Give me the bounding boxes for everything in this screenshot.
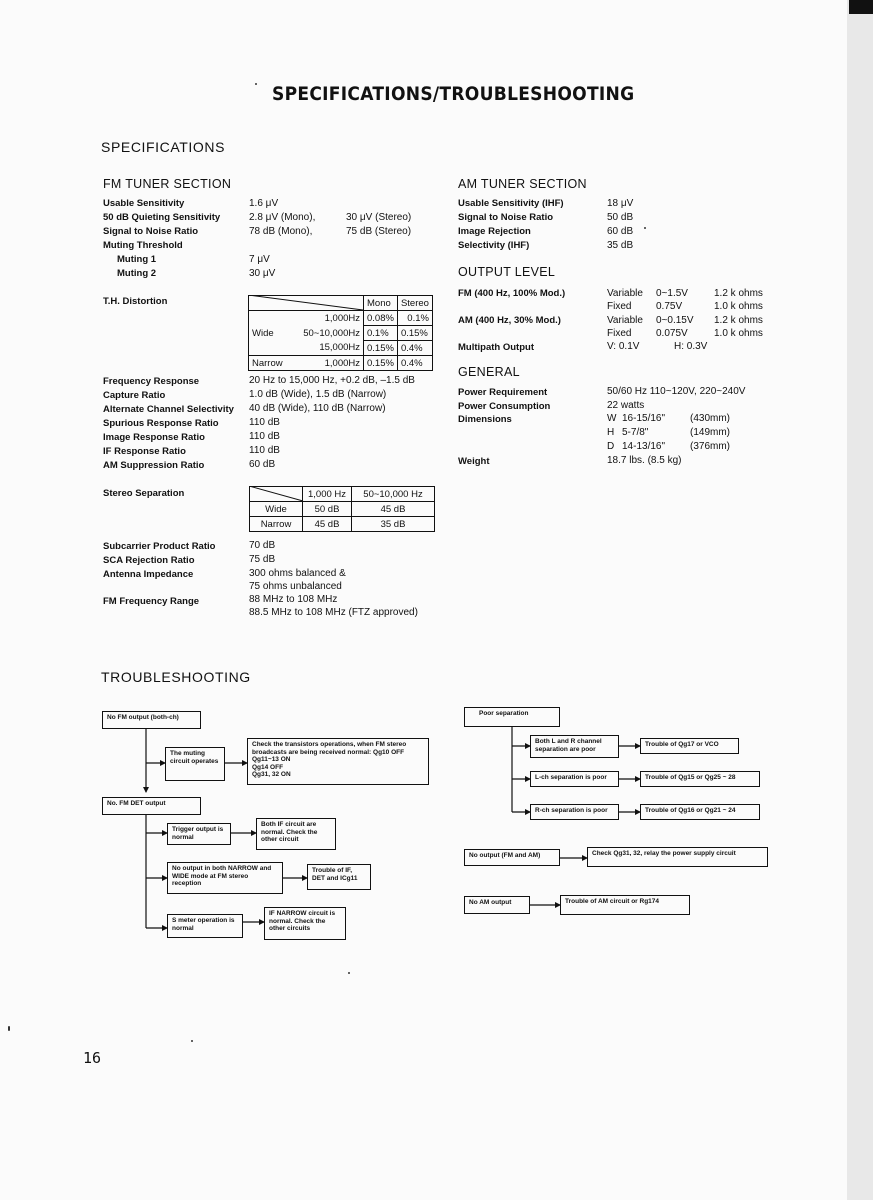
box-trouble-vco: Trouble of Qg17 or VCO xyxy=(640,738,739,754)
output-am-type-0: Variable xyxy=(607,315,643,326)
fm-image-label: Image Response Ratio xyxy=(103,432,205,443)
dim-mm-1: (149mm) xyxy=(690,427,731,438)
fm-snr-stereo: 75 dB (Stereo) xyxy=(346,226,412,237)
thd-wide-mono-2: 0.15% xyxy=(364,341,398,356)
fm-quieting-mono: 2.8 μV (Mono), xyxy=(249,212,316,223)
fm-freq-response-value: 20 Hz to 15,000 Hz, +0.2 dB, –1.5 dB xyxy=(249,375,415,386)
multipath-h: H: 0.3V xyxy=(674,341,708,352)
box-trouble-if-det: Trouble of IF, DET and ICg11 xyxy=(307,864,371,890)
thd-narrow-mono: 0.15% xyxy=(364,356,398,371)
page-number: 16 xyxy=(83,1049,102,1067)
output-am-level-1: 0.075V xyxy=(656,328,688,339)
specifications-heading: SPECIFICATIONS xyxy=(101,139,226,155)
fm-if-response-label: IF Response Ratio xyxy=(103,446,186,457)
dimensions-label: Dimensions xyxy=(458,414,512,425)
box-no-fm-output: No FM output (both-ch) xyxy=(102,711,201,729)
box-no-output-fm-am: No output (FM and AM) xyxy=(464,849,560,866)
power-cons-label: Power Consumption xyxy=(458,401,551,412)
dim-mm-0: (430mm) xyxy=(690,413,731,424)
fm-usable-sensitivity-label: Usable Sensitivity xyxy=(103,198,185,209)
fm-muting-threshold-label: Muting Threshold xyxy=(103,240,183,251)
box-no-output-narrow-wide: No output in both NARROW and WIDE mode at FM stereo reception xyxy=(167,862,283,894)
fm-capture-value: 1.0 dB (Wide), 1.5 dB (Narrow) xyxy=(249,389,387,400)
am-usable-value: 18 μV xyxy=(607,198,634,209)
fm-spurious-label: Spurious Response Ratio xyxy=(103,418,219,429)
box-s-meter-normal: S meter operation is normal xyxy=(167,914,243,938)
dim-inch-0: 16-15/16" xyxy=(622,413,666,424)
thd-wide-stereo-2: 0.4% xyxy=(397,341,432,356)
thd-wide-freq-1: 50~10,000Hz xyxy=(291,326,364,341)
output-level-heading: OUTPUT LEVEL xyxy=(458,265,556,279)
box-trigger-normal: Trigger output is normal xyxy=(167,823,231,845)
thd-narrow-stereo: 0.4% xyxy=(397,356,432,371)
fm-stereo-sep-label: Stereo Separation xyxy=(103,488,185,499)
multipath-v: V: 0.1V xyxy=(607,341,640,352)
output-fm-type-1: Fixed xyxy=(607,301,632,312)
fm-antenna-label: Antenna Impedance xyxy=(103,569,194,580)
output-am-type-1: Fixed xyxy=(607,328,632,339)
scan-speck xyxy=(348,972,350,974)
power-req-label: Power Requirement xyxy=(458,387,548,398)
weight-label: Weight xyxy=(458,456,490,467)
thd-wide-mono-1: 0.1% xyxy=(364,326,398,341)
fm-spurious-value: 110 dB xyxy=(249,417,280,428)
fm-freq-range-value1: 88 MHz to 108 MHz xyxy=(249,594,338,605)
weight-value: 18.7 lbs. (8.5 kg) xyxy=(607,455,682,466)
fm-antenna-value1: 300 ohms balanced & xyxy=(249,568,346,579)
box-check-power-supply: Check Qg31, 32, relay the power supply circuit xyxy=(587,847,768,867)
box-if-narrow-normal: IF NARROW circuit is normal. Check the other circuits xyxy=(264,907,346,940)
fm-if-response-value: 110 dB xyxy=(249,445,280,456)
output-fm-level-0: 0~1.5V xyxy=(656,288,688,299)
fm-capture-label: Capture Ratio xyxy=(103,390,166,401)
am-image-value: 60 dB xyxy=(607,226,634,237)
stereo-sep-col2: 50~10,000 Hz xyxy=(352,487,435,502)
scan-speck xyxy=(255,83,257,85)
fm-muting2-label: Muting 2 xyxy=(117,268,157,279)
fm-antenna-value2: 75 ohms unbalanced xyxy=(249,581,342,592)
dim-axis-0: W xyxy=(607,413,617,424)
box-check-transistors: Check the transistors operations, when FM stereo broadcasts are being received normal: Qg10 OFF Qg11~13 ON Qg14 OFF Qg31, 32 ON xyxy=(247,738,429,785)
fm-muting2-value: 30 μV xyxy=(249,268,276,279)
scan-speck xyxy=(8,1026,10,1031)
fm-usable-sensitivity-value: 1.6 μV xyxy=(249,198,279,209)
box-poor-separation: Poor separation xyxy=(464,707,560,727)
am-tuner-heading: AM TUNER SECTION xyxy=(458,177,587,191)
fm-snr-mono: 78 dB (Mono), xyxy=(249,226,313,237)
dim-inch-1: 5-7/8" xyxy=(622,427,649,438)
scan-speck xyxy=(191,1040,193,1042)
fm-sca-value: 75 dB xyxy=(249,554,276,565)
dim-axis-2: D xyxy=(607,441,615,452)
output-am-level-0: 0~0.15V xyxy=(656,315,694,326)
thd-col-mono: Mono xyxy=(364,296,398,311)
output-fm-imp-0: 1.2 k ohms xyxy=(714,288,763,299)
page-title: SPECIFICATIONS/TROUBLESHOOTING xyxy=(272,83,635,105)
am-selectivity-label: Selectivity (IHF) xyxy=(458,240,530,251)
am-usable-label: Usable Sensitivity (IHF) xyxy=(458,198,564,209)
stereo-sep-v2-0: 45 dB xyxy=(352,502,435,517)
thd-wide-mono-0: 0.08% xyxy=(364,311,398,326)
output-fm-imp-1: 1.0 k ohms xyxy=(714,301,763,312)
fm-freq-response-label: Frequency Response xyxy=(103,376,200,387)
box-trouble-lch: Trouble of Qg15 or Qg25 ~ 28 xyxy=(640,771,760,787)
box-trouble-rch: Trouble of Qg16 or Qg21 ~ 24 xyxy=(640,804,760,820)
dim-mm-2: (376mm) xyxy=(690,441,731,452)
fm-subcarrier-value: 70 dB xyxy=(249,540,276,551)
stereo-sep-col1: 1,000 Hz xyxy=(303,487,352,502)
fm-muting1-value: 7 μV xyxy=(249,254,270,265)
fm-tuner-heading: FM TUNER SECTION xyxy=(103,177,232,191)
scan-speck xyxy=(644,227,646,229)
fm-thd-label: T.H. Distortion xyxy=(103,296,168,307)
output-am-imp-1: 1.0 k ohms xyxy=(714,328,763,339)
fm-alt-channel-value: 40 dB (Wide), 110 dB (Narrow) xyxy=(249,403,386,414)
dim-inch-2: 14-13/16" xyxy=(622,441,666,452)
stereo-sep-mode-1: Narrow xyxy=(250,517,303,532)
thd-wide-freq-0: 1,000Hz xyxy=(291,311,364,326)
power-req-value: 50/60 Hz 110~120V, 220~240V xyxy=(607,386,746,397)
thd-wide-label: Wide xyxy=(249,311,292,356)
thd-wide-stereo-1: 0.15% xyxy=(397,326,432,341)
box-muting-operates: The muting circuit operates xyxy=(165,747,225,781)
output-fm-type-0: Variable xyxy=(607,288,643,299)
fm-muting1-label: Muting 1 xyxy=(117,254,157,265)
fm-freq-range-value2: 88.5 MHz to 108 MHz (FTZ approved) xyxy=(249,607,418,618)
thd-narrow-label: Narrow xyxy=(249,356,292,371)
fm-quieting-stereo: 30 μV (Stereo) xyxy=(346,212,412,223)
box-lch-poor: L-ch separation is poor xyxy=(530,771,619,787)
fm-freq-range-label: FM Frequency Range xyxy=(103,596,200,607)
box-rch-poor: R-ch separation is poor xyxy=(530,804,619,820)
thd-wide-freq-2: 15,000Hz xyxy=(291,341,364,356)
fm-am-suppression-value: 60 dB xyxy=(249,459,276,470)
box-both-lr-poor: Both L and R channel separation are poor xyxy=(530,735,619,758)
output-fm-level-1: 0.75V xyxy=(656,301,683,312)
stereo-sep-v1-0: 50 dB xyxy=(303,502,352,517)
fm-subcarrier-label: Subcarrier Product Ratio xyxy=(103,541,216,552)
fm-snr-label: Signal to Noise Ratio xyxy=(103,226,199,237)
am-snr-value: 50 dB xyxy=(607,212,634,223)
thd-col-stereo: Stereo xyxy=(397,296,432,311)
am-selectivity-value: 35 dB xyxy=(607,240,634,251)
power-cons-value: 22 watts xyxy=(607,400,645,411)
general-heading: GENERAL xyxy=(458,365,520,379)
box-no-fm-det: No. FM DET output xyxy=(102,797,201,815)
fm-image-value: 110 dB xyxy=(249,431,280,442)
output-fm-label: FM (400 Hz, 100% Mod.) xyxy=(458,288,566,299)
output-am-imp-0: 1.2 k ohms xyxy=(714,315,763,326)
fm-sca-label: SCA Rejection Ratio xyxy=(103,555,195,566)
fm-alt-channel-label: Alternate Channel Selectivity xyxy=(103,404,234,415)
box-no-am-output: No AM output xyxy=(464,896,530,914)
am-image-label: Image Rejection xyxy=(458,226,531,237)
troubleshooting-heading: TROUBLESHOOTING xyxy=(101,669,251,685)
stereo-sep-v1-1: 45 dB xyxy=(303,517,352,532)
output-am-label: AM (400 Hz, 30% Mod.) xyxy=(458,315,561,326)
dim-axis-1: H xyxy=(607,427,615,438)
multipath-label: Multipath Output xyxy=(458,342,534,353)
stereo-sep-v2-1: 35 dB xyxy=(352,517,435,532)
am-snr-label: Signal to Noise Ratio xyxy=(458,212,554,223)
stereo-sep-mode-0: Wide xyxy=(250,502,303,517)
thd-narrow-freq: 1,000Hz xyxy=(291,356,364,371)
thd-wide-stereo-0: 0.1% xyxy=(397,311,432,326)
fm-quieting-label: 50 dB Quieting Sensitivity xyxy=(103,212,221,223)
box-both-if-normal: Both IF circuit are normal. Check the other circuit xyxy=(256,818,336,850)
fm-am-suppression-label: AM Suppression Ratio xyxy=(103,460,205,471)
box-trouble-am: Trouble of AM circuit or Rg174 xyxy=(560,895,690,915)
